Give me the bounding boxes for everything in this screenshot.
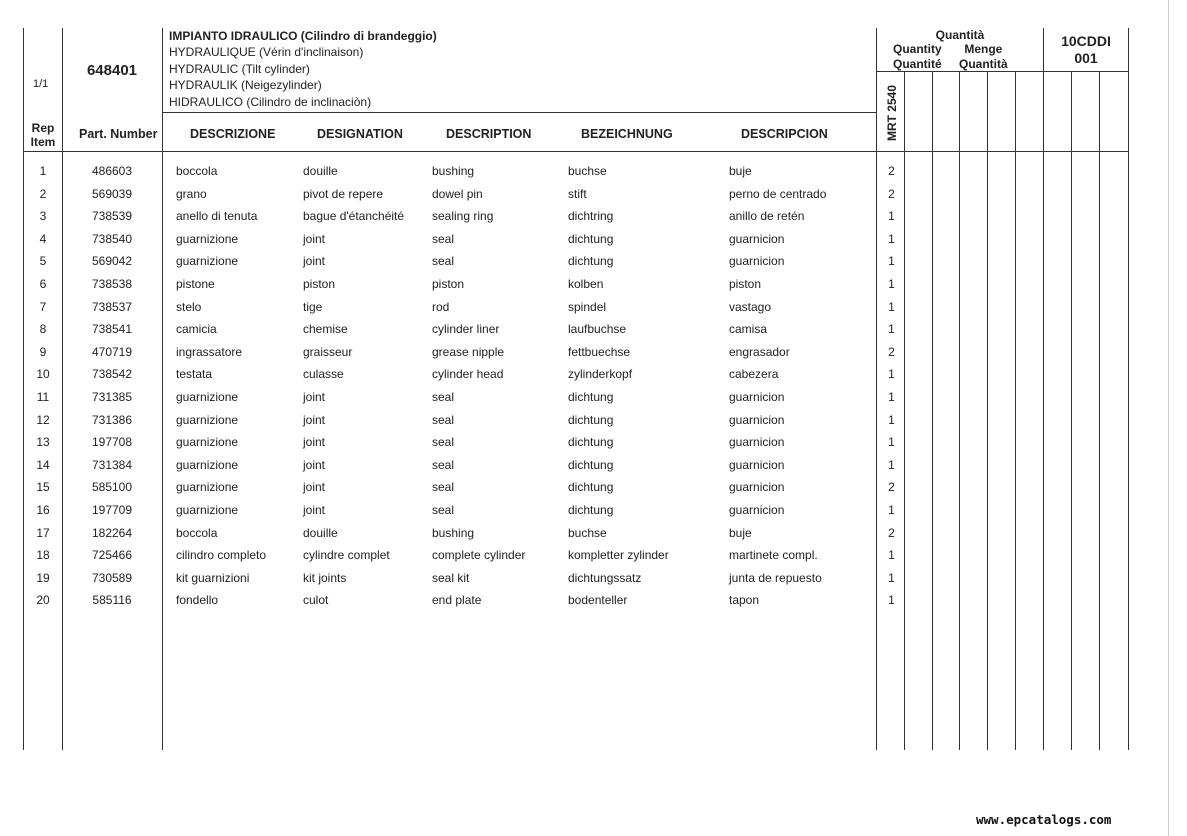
table-row bbox=[0, 522, 1187, 545]
row-quantity: 2 bbox=[888, 344, 895, 359]
row-rep: 2 bbox=[39, 186, 47, 201]
row-rep: 14 bbox=[36, 457, 50, 472]
row-desc-italian: ingrassatore bbox=[176, 344, 243, 359]
row-desc-italian: testata bbox=[176, 367, 213, 382]
quantity-label-right bbox=[959, 42, 1008, 71]
row-desc-french: joint bbox=[303, 254, 326, 269]
row-rep: 9 bbox=[39, 344, 47, 359]
row-desc-french: kit joints bbox=[303, 570, 347, 585]
row-desc-spanish: engrasador bbox=[729, 344, 790, 359]
row-rep: 1 bbox=[39, 164, 47, 178]
row-desc-german: fettbuechse bbox=[568, 344, 631, 359]
row-desc-italian: guarnizione bbox=[176, 435, 239, 450]
column-header-english: DESCRIPTION bbox=[446, 127, 532, 141]
row-desc-german: dichtung bbox=[568, 390, 614, 404]
row-part-number: 182264 bbox=[91, 525, 133, 540]
column-header-rep-line1: Rep bbox=[31, 121, 55, 135]
quantity-label-de: Menge bbox=[964, 42, 1003, 56]
row-desc-italian: fondello bbox=[176, 593, 219, 608]
row-part-number: 470719 bbox=[91, 344, 133, 359]
row-desc-french: joint bbox=[303, 457, 326, 472]
row-desc-italian: boccola bbox=[176, 525, 218, 540]
row-desc-english: seal bbox=[432, 480, 455, 495]
row-rep: 10 bbox=[36, 367, 50, 382]
row-quantity: 1 bbox=[888, 570, 895, 585]
row-quantity: 2 bbox=[888, 186, 895, 201]
row-quantity: 1 bbox=[888, 390, 895, 404]
row-desc-italian: guarnizione bbox=[176, 457, 239, 472]
table-row bbox=[0, 567, 1187, 590]
table-row bbox=[0, 318, 1187, 341]
row-quantity: 1 bbox=[888, 435, 895, 450]
row-desc-german: dichtung bbox=[568, 412, 614, 427]
assembly-titles bbox=[169, 28, 437, 110]
row-part-number: 731385 bbox=[91, 390, 133, 404]
title-italian: IMPIANTO IDRAULICO (Cilindro di brandeggio) bbox=[169, 29, 437, 43]
quantity-label-left bbox=[893, 42, 942, 71]
row-desc-italian: boccola bbox=[176, 164, 218, 178]
row-rep: 13 bbox=[36, 435, 50, 450]
row-desc-spanish: guarnicion bbox=[729, 435, 785, 450]
row-part-number: 731384 bbox=[91, 457, 133, 472]
row-desc-german: dichtung bbox=[568, 254, 614, 269]
row-quantity: 1 bbox=[888, 412, 895, 427]
table-row bbox=[0, 296, 1187, 319]
row-part-number: 585116 bbox=[92, 593, 132, 608]
row-desc-english: seal kit bbox=[432, 570, 470, 585]
row-part-number: 569042 bbox=[91, 254, 133, 269]
title-spanish: HIDRAULICO (Cilindro de inclinaciòn) bbox=[169, 94, 372, 109]
row-desc-german: spindel bbox=[568, 299, 607, 314]
row-quantity: 2 bbox=[888, 164, 895, 178]
page-number: 1/1 bbox=[33, 78, 49, 90]
row-desc-german: dichtung bbox=[568, 231, 614, 246]
row-desc-english: seal bbox=[432, 457, 455, 472]
row-desc-german: buchse bbox=[568, 164, 607, 178]
row-desc-french: joint bbox=[303, 480, 326, 495]
row-desc-spanish: buje bbox=[729, 164, 752, 178]
row-desc-french: pivot de repere bbox=[303, 186, 384, 201]
row-part-number: 197708 bbox=[91, 435, 133, 450]
row-rep: 5 bbox=[39, 254, 47, 269]
row-part-number: 738540 bbox=[91, 231, 133, 246]
row-desc-german: zylinderkopf bbox=[568, 367, 633, 382]
model-column-header bbox=[878, 78, 905, 148]
row-desc-italian: guarnizione bbox=[176, 254, 239, 269]
row-desc-french: joint bbox=[303, 435, 326, 450]
row-desc-english: seal bbox=[432, 231, 455, 246]
frame-line-header-bottom bbox=[23, 151, 1128, 152]
row-desc-spanish: guarnicion bbox=[729, 412, 785, 427]
row-desc-german: dichtung bbox=[568, 435, 614, 450]
row-desc-german: dichtring bbox=[568, 209, 614, 224]
row-desc-french: bague d'étanchéité bbox=[303, 209, 405, 224]
row-desc-german: buchse bbox=[568, 525, 607, 540]
row-desc-italian: grano bbox=[176, 186, 207, 201]
row-desc-german: dichtung bbox=[568, 503, 614, 517]
table-row bbox=[0, 499, 1187, 522]
row-quantity: 1 bbox=[888, 299, 895, 314]
row-desc-french: cylindre complet bbox=[303, 548, 390, 563]
row-rep: 20 bbox=[36, 593, 50, 608]
row-desc-english: piston bbox=[432, 277, 465, 291]
row-desc-english: seal bbox=[432, 412, 455, 427]
row-desc-french: graisseur bbox=[303, 344, 353, 359]
row-desc-german: dichtungssatz bbox=[568, 570, 642, 585]
row-desc-english: complete cylinder bbox=[432, 548, 526, 563]
row-desc-italian: cilindro completo bbox=[176, 548, 267, 563]
table-row bbox=[0, 589, 1187, 612]
column-header-part-number: Part. Number bbox=[79, 127, 158, 141]
footer-website: www.epcatalogs.com bbox=[976, 812, 1112, 827]
table-row bbox=[0, 476, 1187, 499]
row-quantity: 2 bbox=[888, 525, 895, 540]
row-desc-german: bodenteller bbox=[568, 593, 628, 608]
row-desc-italian: stelo bbox=[176, 299, 202, 314]
row-desc-italian: guarnizione bbox=[176, 480, 239, 495]
row-part-number: 731386 bbox=[91, 412, 133, 427]
row-desc-german: kolben bbox=[568, 277, 604, 291]
row-part-number: 725466 bbox=[91, 548, 133, 563]
row-rep: 18 bbox=[36, 548, 50, 563]
table-row bbox=[0, 409, 1187, 432]
row-desc-english: seal bbox=[432, 435, 455, 450]
row-desc-french: chemise bbox=[303, 322, 348, 337]
column-header-rep-line2: Item bbox=[30, 135, 56, 149]
row-desc-english: dowel pin bbox=[432, 186, 483, 201]
row-quantity: 1 bbox=[888, 209, 895, 224]
row-rep: 17 bbox=[36, 525, 50, 540]
row-desc-italian: camicia bbox=[176, 322, 217, 337]
row-desc-english: cylinder head bbox=[432, 367, 504, 382]
row-desc-french: douille bbox=[303, 525, 338, 540]
row-rep: 3 bbox=[39, 209, 47, 224]
quantity-label-en: Quantity bbox=[893, 42, 942, 56]
quantity-title: Quantità bbox=[935, 28, 985, 42]
table-row bbox=[0, 454, 1187, 477]
row-desc-italian: guarnizione bbox=[176, 412, 239, 427]
row-desc-spanish: martinete compl. bbox=[729, 548, 818, 563]
row-desc-english: seal bbox=[432, 503, 455, 517]
row-desc-spanish: camisa bbox=[729, 322, 768, 337]
row-desc-french: culasse bbox=[303, 367, 344, 382]
frame-line-title-bottom bbox=[162, 112, 876, 113]
row-quantity: 1 bbox=[888, 367, 895, 382]
row-desc-french: joint bbox=[303, 231, 326, 246]
row-desc-english: seal bbox=[432, 390, 455, 404]
title-french: HYDRAULIQUE (Vérin d'inclinaison) bbox=[169, 45, 364, 60]
quantity-label-it: Quantità bbox=[959, 56, 1008, 71]
row-desc-spanish: guarnicion bbox=[729, 457, 785, 472]
column-header-italian: DESCRIZIONE bbox=[190, 127, 276, 141]
row-desc-german: laufbuchse bbox=[568, 322, 627, 337]
row-desc-english: rod bbox=[432, 299, 450, 314]
row-quantity: 1 bbox=[888, 503, 895, 517]
column-header-spanish: DESCRIPCION bbox=[741, 127, 828, 141]
row-desc-german: dichtung bbox=[568, 457, 614, 472]
row-part-number: 585100 bbox=[91, 480, 133, 495]
row-quantity: 1 bbox=[888, 322, 895, 337]
table-row bbox=[0, 250, 1187, 273]
model-label: MRT 2540 bbox=[884, 84, 899, 142]
column-header-french: DESIGNATION bbox=[317, 127, 403, 141]
row-part-number: 197709 bbox=[91, 503, 133, 517]
column-header-german: BEZEICHNUNG bbox=[581, 127, 673, 141]
row-rep: 11 bbox=[36, 390, 50, 404]
table-row bbox=[0, 341, 1187, 364]
row-desc-french: tige bbox=[303, 299, 323, 314]
row-rep: 7 bbox=[39, 299, 47, 314]
row-desc-spanish: guarnicion bbox=[729, 254, 785, 269]
row-part-number: 738538 bbox=[91, 277, 133, 291]
row-rep: 12 bbox=[36, 412, 50, 427]
table-row bbox=[0, 431, 1187, 454]
row-desc-italian: guarnizione bbox=[176, 390, 239, 404]
row-desc-english: seal bbox=[432, 254, 455, 269]
row-desc-french: joint bbox=[303, 390, 326, 404]
table-row bbox=[0, 386, 1187, 409]
row-desc-spanish: piston bbox=[729, 277, 762, 291]
row-desc-spanish: guarnicion bbox=[729, 503, 785, 517]
row-rep: 6 bbox=[39, 277, 47, 291]
row-desc-spanish: guarnicion bbox=[729, 231, 785, 246]
row-rep: 19 bbox=[36, 570, 50, 585]
row-desc-spanish: vastago bbox=[729, 299, 772, 314]
title-english: HYDRAULIC (Tilt cylinder) bbox=[169, 61, 310, 76]
row-part-number: 730589 bbox=[91, 570, 133, 585]
row-desc-italian: anello di tenuta bbox=[176, 209, 258, 224]
row-desc-french: joint bbox=[303, 412, 326, 427]
row-quantity: 1 bbox=[888, 457, 895, 472]
row-desc-spanish: guarnicion bbox=[729, 480, 785, 495]
row-desc-english: end plate bbox=[432, 593, 482, 608]
row-rep: 16 bbox=[36, 503, 50, 517]
column-header-rep bbox=[24, 121, 62, 149]
row-part-number: 738541 bbox=[91, 322, 133, 337]
table-row bbox=[0, 273, 1187, 296]
row-desc-german: stift bbox=[568, 186, 587, 201]
row-desc-english: bushing bbox=[432, 525, 475, 540]
table-row bbox=[0, 363, 1187, 386]
row-desc-english: bushing bbox=[432, 164, 475, 178]
table-row bbox=[0, 228, 1187, 251]
assembly-part-number: 648401 bbox=[86, 62, 138, 79]
row-desc-spanish: junta de repuesto bbox=[729, 570, 822, 585]
row-quantity: 1 bbox=[888, 254, 895, 269]
row-rep: 15 bbox=[36, 480, 50, 495]
row-desc-french: joint bbox=[303, 503, 326, 517]
row-rep: 4 bbox=[39, 231, 47, 246]
row-desc-italian: pistone bbox=[176, 277, 215, 291]
row-part-number: 738539 bbox=[91, 209, 133, 224]
title-german: HYDRAULIK (Neigezylinder) bbox=[169, 78, 322, 93]
row-quantity: 1 bbox=[888, 548, 895, 563]
table-row bbox=[0, 183, 1187, 206]
row-desc-german: dichtung bbox=[568, 480, 614, 495]
quantity-label-fr: Quantité bbox=[893, 56, 942, 71]
row-desc-german: kompletter zylinder bbox=[568, 548, 669, 563]
row-quantity: 1 bbox=[888, 593, 895, 608]
row-desc-spanish: guarnicion bbox=[729, 390, 785, 404]
row-desc-english: sealing ring bbox=[432, 209, 494, 224]
row-desc-french: douille bbox=[303, 164, 338, 178]
row-desc-spanish: tapon bbox=[729, 593, 760, 608]
row-desc-italian: guarnizione bbox=[176, 231, 239, 246]
table-row bbox=[0, 205, 1187, 228]
row-desc-spanish: buje bbox=[729, 525, 752, 540]
table-row bbox=[0, 160, 1187, 183]
row-desc-french: culot bbox=[303, 593, 329, 608]
row-part-number: 569039 bbox=[91, 186, 133, 201]
row-desc-english: grease nipple bbox=[432, 344, 505, 359]
frame-line-rep-top bbox=[23, 112, 162, 113]
table-row bbox=[0, 544, 1187, 567]
row-desc-italian: kit guarnizioni bbox=[176, 570, 250, 585]
frame-line-qty-top bbox=[876, 71, 1128, 72]
row-quantity: 1 bbox=[888, 231, 895, 246]
row-desc-spanish: anillo de retén bbox=[729, 209, 805, 224]
row-desc-italian: guarnizione bbox=[176, 503, 239, 517]
catalog-code bbox=[1043, 33, 1129, 67]
row-part-number: 486603 bbox=[91, 164, 133, 178]
row-rep: 8 bbox=[39, 322, 47, 337]
row-part-number: 738542 bbox=[91, 367, 133, 382]
row-quantity: 1 bbox=[888, 277, 895, 291]
row-quantity: 2 bbox=[888, 480, 895, 495]
row-desc-spanish: perno de centrado bbox=[729, 186, 827, 201]
catalog-code-line1: 10CDDI bbox=[1061, 33, 1111, 49]
row-desc-english: cylinder liner bbox=[432, 322, 500, 337]
row-part-number: 738537 bbox=[91, 299, 133, 314]
row-desc-french: piston bbox=[303, 277, 336, 291]
row-desc-spanish: cabezera bbox=[729, 367, 779, 382]
catalog-code-line2: 001 bbox=[1074, 50, 1098, 66]
